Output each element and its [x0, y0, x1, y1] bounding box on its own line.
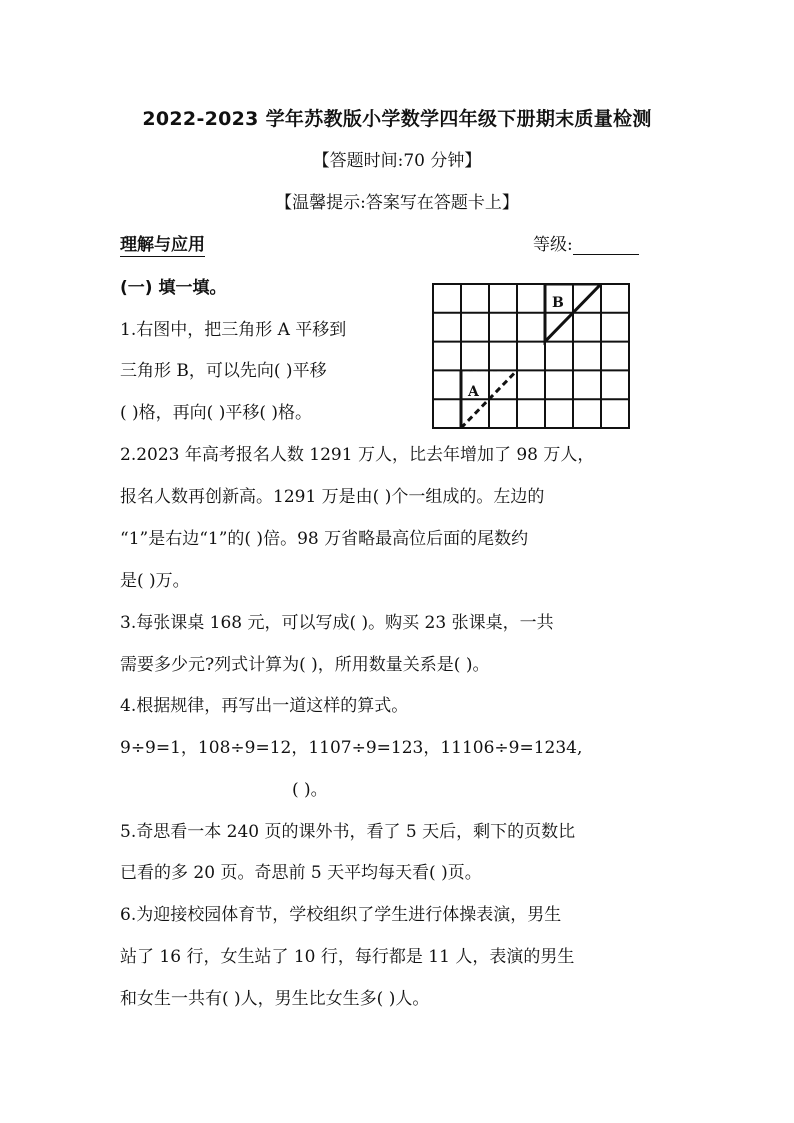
label-b: B: [552, 295, 564, 311]
q4-answer-blank: ( )。: [292, 780, 328, 800]
page-title: 2022-2023 学年苏教版小学数学四年级下册期末质量检测: [142, 108, 652, 130]
translation-grid-figure: [432, 283, 632, 431]
section-title: 理解与应用: [120, 230, 205, 257]
time-note: 【答题时间:70 分钟】: [312, 151, 482, 171]
q2-line-2: 报名人数再创新高。1291 万是由( )个一组成的。左边的: [120, 487, 545, 507]
grade-field: [533, 230, 639, 255]
tip-note: 【温馨提示:答案写在答题卡上】: [275, 193, 519, 213]
q4-line-2: 9÷9=1，108÷9=12，1107÷9=123，11106÷9=1234,: [120, 738, 583, 758]
q1-line-1: 1.右图中，把三角形 A 平移到: [120, 320, 347, 340]
q6-line-1: 6.为迎接校园体育节，学校组织了学生进行体操表演，男生: [120, 905, 562, 925]
q6-line-2: 站了 16 行，女生站了 10 行，每行都是 11 人，表演的男生: [120, 947, 575, 967]
q4-line-1: 4.根据规律，再写出一道这样的算式。: [120, 696, 409, 716]
label-a: A: [468, 384, 479, 400]
grade-blank: [573, 236, 639, 255]
q1-line-3: ( )格，再向( )平移( )格。: [120, 403, 313, 423]
q5-line-2: 已看的多 20 页。奇思前 5 天平均每天看( )页。: [120, 863, 482, 883]
q1-line-2: 三角形 B，可以先向( )平移: [120, 361, 327, 381]
q3-line-2: 需要多少元?列式计算为( )，所用数量关系是( )。: [120, 655, 490, 675]
q2-line-1: 2.2023 年高考报名人数 1291 万人，比去年增加了 98 万人，: [120, 445, 595, 465]
q5-line-1: 5.奇思看一本 240 页的课外书，看了 5 天后，剩下的页数比: [120, 822, 576, 842]
q3-line-1: 3.每张课桌 168 元，可以写成( )。购买 23 张课桌，一共: [120, 613, 554, 633]
q2-line-4: 是( )万。: [120, 571, 190, 591]
grade-label: 等级:: [533, 235, 573, 255]
part-heading: (一) 填一填。: [120, 278, 227, 298]
q6-line-3: 和女生一共有( )人，男生比女生多( )人。: [120, 989, 430, 1009]
q2-line-3: “1”是右边“1”的( )倍。98 万省略最高位后面的尾数约: [120, 529, 529, 549]
